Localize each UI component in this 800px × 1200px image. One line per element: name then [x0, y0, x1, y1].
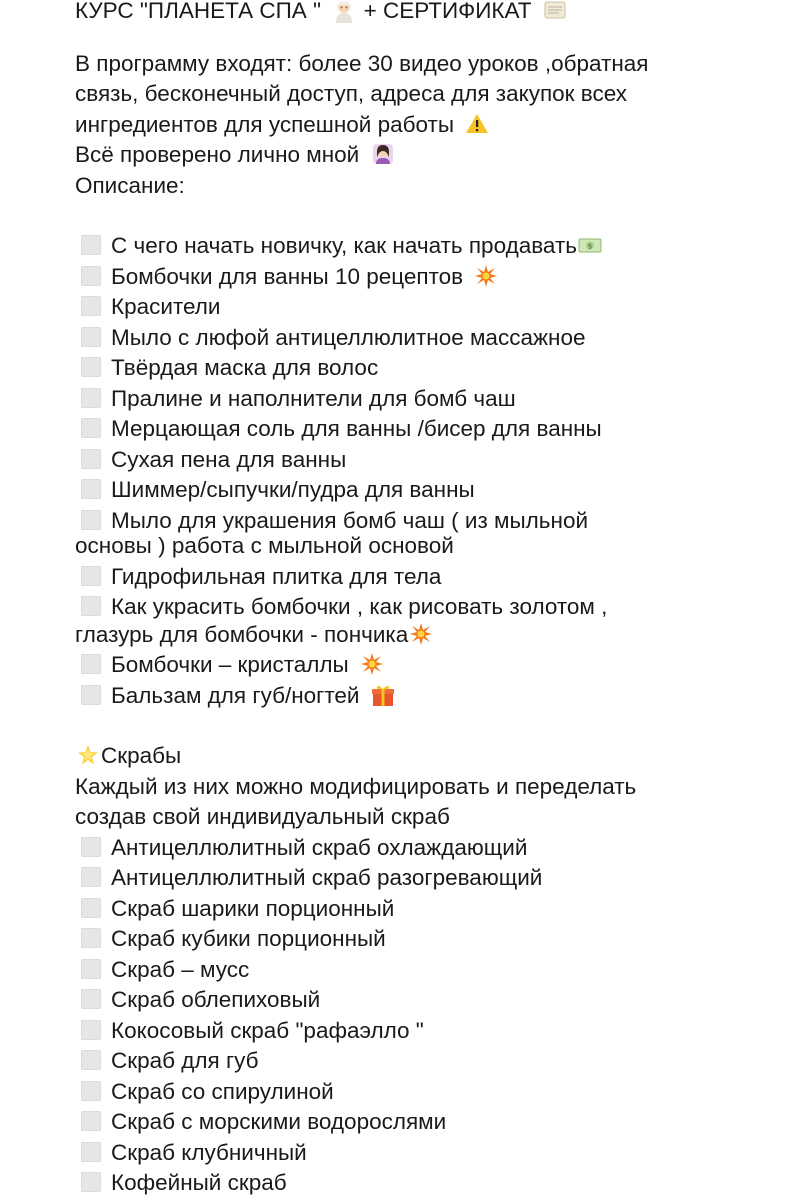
list-item: [75, 1016, 775, 1047]
checkbox-icon: [81, 327, 101, 347]
checkbox-icon: [81, 685, 101, 705]
list-item-text: Скраб клубничный: [111, 1139, 307, 1165]
list-item-continuation: [75, 620, 775, 651]
scrubs-subtext-2: создав свой индивидуальный скраб: [75, 804, 450, 829]
title-plus-text: + СЕРТИФИКАТ: [363, 0, 532, 23]
list-item: [75, 1077, 775, 1108]
checkbox-icon: [81, 266, 101, 286]
title-text: КУРС "ПЛАНЕТА СПА ": [75, 0, 322, 23]
list-item-text: Скраб с морскими водорослями: [111, 1109, 447, 1134]
list-item-text: Скраб со спирулиной: [111, 1078, 334, 1104]
course-title: [75, 0, 775, 27]
list-item-text: Мыло для украшения бомб чаш ( из мыльной: [111, 507, 589, 533]
checkbox-icon: [81, 1020, 101, 1040]
list-item: [75, 985, 775, 1016]
checkbox-icon: [81, 959, 101, 979]
list-item: [75, 1138, 775, 1169]
list-item-text: Бальзам для губ/ногтей: [111, 682, 360, 708]
intro-line-4: [75, 140, 775, 171]
intro-line-5: Описание:: [75, 172, 185, 198]
glowing-star-icon: [75, 742, 101, 768]
list-item-continuation: основы ) работа с мыльной основой: [75, 533, 454, 558]
intro-line-2: связь, бесконечный доступ, адреса для закупок всех: [75, 81, 627, 106]
list-item-text: Бомбочки для ванны 10 рецептов: [111, 263, 464, 289]
intro-line-3-text: ингредиентов для успешной работы: [75, 111, 454, 137]
list-item-text: Бомбочки – кристаллы: [111, 652, 349, 677]
list-item: [75, 323, 775, 354]
list-item: [75, 1168, 775, 1199]
list-item-text: Антицеллюлитный скраб разогревающий: [111, 865, 543, 890]
checkbox-icon: [81, 928, 101, 948]
checkbox-icon: [81, 449, 101, 469]
list-item: [75, 1107, 775, 1138]
checkbox-icon: [81, 867, 101, 887]
intro-line-1: В программу входят: более 30 видео уроков ,обратная: [75, 50, 649, 76]
checkbox-icon: [81, 566, 101, 586]
list-item: [75, 292, 775, 323]
collision-icon: [359, 651, 385, 677]
checkbox-icon: [81, 1172, 101, 1192]
checkbox-icon: [81, 479, 101, 499]
spa-woman-icon: [331, 0, 357, 23]
list-item: [75, 445, 775, 476]
checkbox-icon: [81, 510, 101, 530]
list-item-text: Скраб – мусс: [111, 956, 250, 982]
checkbox-icon: [81, 1050, 101, 1070]
collision-icon: [408, 621, 434, 647]
list-item-text: Кокосовый скраб "рафаэлло ": [111, 1017, 424, 1043]
list-item: [75, 353, 775, 384]
list-item-text: С чего начать новичку, как начать продавать: [111, 233, 577, 258]
list-item: [75, 681, 775, 712]
list-item: [75, 562, 775, 593]
checkbox-icon: [81, 989, 101, 1009]
list-item: [75, 863, 775, 894]
money-icon: [577, 232, 603, 258]
list-item: [75, 650, 775, 681]
list-item-text: Как украсить бомбочки , как рисовать золотом ,: [111, 594, 608, 619]
list-item-text: Мыло с люфой антицеллюлитное массажное: [111, 324, 586, 350]
intro-line-3: [75, 110, 775, 141]
gift-icon: [370, 682, 396, 708]
list-item: [75, 1046, 775, 1077]
collision-icon: [473, 263, 499, 289]
warning-icon: [464, 111, 490, 137]
scrubs-heading: [75, 741, 775, 772]
svg-text:$: $: [587, 242, 593, 251]
list-item-text: Сухая пена для ванны: [111, 446, 347, 472]
list-item-text: Антицеллюлитный скраб охлаждающий: [111, 834, 528, 860]
scrubs-subtext-1: Каждый из них можно модифицировать и переделать: [75, 773, 637, 799]
list-item-text: Твёрдая маска для волос: [111, 355, 379, 380]
list-item-text: Скраб шарики порционный: [111, 895, 395, 921]
list-item: [75, 955, 775, 986]
list-item-text: Красители: [111, 294, 221, 319]
checkbox-icon: [81, 1142, 101, 1162]
list-item-text: Гидрофильная плитка для тела: [111, 563, 442, 589]
scrubs-heading-text: Скрабы: [101, 743, 182, 768]
scroll-icon: [542, 0, 568, 23]
checkbox-icon: [81, 1111, 101, 1131]
checkbox-icon: [81, 654, 101, 674]
list-item: [75, 262, 775, 293]
intro-line-4-text: Всё проверено лично мной: [75, 142, 360, 167]
checkbox-icon: [81, 837, 101, 857]
checkbox-icon: [81, 418, 101, 438]
list-item: [75, 592, 775, 623]
woman-raising-hand-icon: [370, 141, 396, 167]
list-item-text: Скраб облепиховый: [111, 987, 321, 1012]
checkbox-icon: [81, 1081, 101, 1101]
list-item: [75, 384, 775, 415]
list-item: [75, 231, 775, 262]
list-item-text: Мерцающая соль для ванны /бисер для ванны: [111, 416, 602, 441]
list-item-text: Шиммер/сыпучки/пудра для ванны: [111, 477, 475, 502]
checkbox-icon: [81, 296, 101, 316]
list-item: [75, 414, 775, 445]
checkbox-icon: [81, 596, 101, 616]
list-item-text: Скраб для губ: [111, 1048, 259, 1073]
checkbox-icon: [81, 357, 101, 377]
list-item: [75, 475, 775, 506]
list-item-text: Скраб кубики порционный: [111, 926, 386, 951]
list-item-continuation-text: глазурь для бомбочки - пончика: [75, 621, 409, 647]
checkbox-icon: [81, 898, 101, 918]
list-item: [75, 894, 775, 925]
list-item-text: Пралине и наполнители для бомб чаш: [111, 385, 516, 411]
list-item: [75, 924, 775, 955]
list-item: [75, 833, 775, 864]
list-item-text: Кофейный скраб: [111, 1170, 287, 1195]
checkbox-icon: [81, 235, 101, 255]
checkbox-icon: [81, 388, 101, 408]
